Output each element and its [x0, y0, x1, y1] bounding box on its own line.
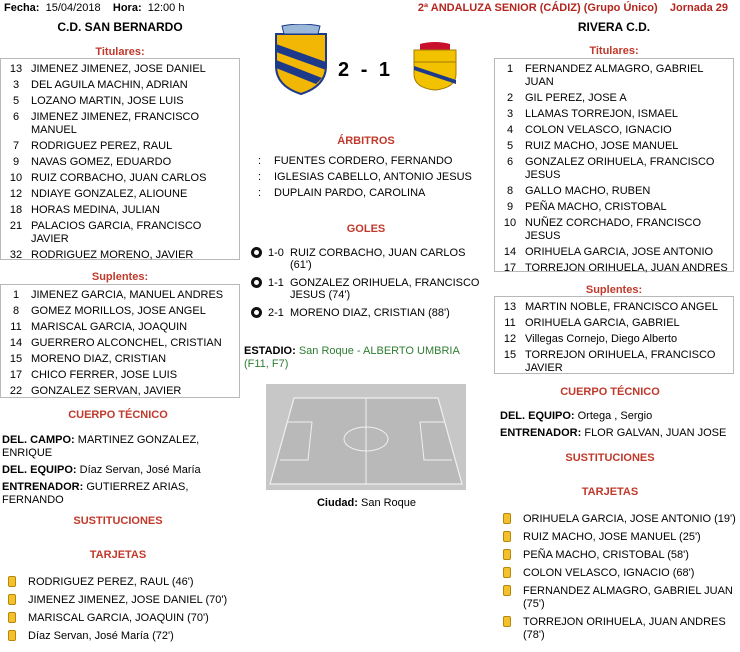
ciudad-label: Ciudad: [316, 497, 358, 509]
player-name[interactable]: FERNANDEZ ALMAGRO, GABRIEL JUAN [525, 63, 704, 88]
player-row[interactable] [495, 217, 733, 243]
away-suplentes-list [494, 296, 734, 374]
player-name[interactable]: JIMENEZ GARCIA, MANUEL ANDRES [31, 289, 224, 301]
player-number: 6 [506, 156, 514, 168]
card-row [8, 630, 240, 643]
player-name[interactable]: MORENO DIAZ, CRISTIAN [31, 353, 167, 365]
player-row[interactable] [1, 79, 239, 92]
yellow-card-icon [8, 612, 16, 623]
yellow-card-icon [503, 567, 511, 578]
player-number: 32 [9, 249, 23, 261]
player-row[interactable] [495, 333, 733, 346]
player-row[interactable] [1, 172, 239, 185]
player-name[interactable]: HORAS MEDINA, JULIAN [31, 204, 160, 216]
away-titulares-list [494, 58, 734, 272]
player-row[interactable] [1, 220, 239, 246]
player-number: 11 [504, 317, 516, 329]
card-text: RODRIGUEZ PEREZ, RAUL (46') [28, 576, 194, 588]
card-text: PEÑA MACHO, CRISTOBAL (58') [523, 549, 689, 561]
player-name[interactable]: RUIZ CORBACHO, JUAN CARLOS [31, 172, 207, 184]
player-row[interactable] [1, 385, 239, 398]
goal-row [251, 247, 486, 271]
player-number: 13 [9, 63, 23, 75]
player-row[interactable] [1, 140, 239, 153]
home-titulares-list [0, 58, 240, 260]
player-number: 7 [12, 140, 20, 152]
staff-name: FLOR GALVAN, JUAN JOSE [584, 427, 727, 439]
player-number: 3 [506, 108, 514, 120]
player-name[interactable]: LOZANO MARTIN, JOSE LUIS [31, 95, 184, 107]
soccer-ball-icon [251, 307, 262, 318]
card-row [8, 576, 240, 589]
home-titulares-title: Titulares: [95, 46, 145, 58]
player-row[interactable] [1, 111, 239, 137]
player-number: 12 [9, 188, 23, 200]
yellow-card-icon [8, 630, 16, 641]
player-row[interactable] [495, 124, 733, 137]
staff-role: DEL. CAMPO: [2, 434, 75, 446]
away-tarjetas-list [503, 513, 737, 647]
player-number: 14 [503, 246, 517, 258]
player-row[interactable] [495, 201, 733, 214]
estadio-line [244, 345, 484, 371]
home-crest-icon [272, 24, 330, 96]
home-suplentes-list [0, 284, 240, 398]
staff-role: ENTRENADOR: [2, 481, 84, 493]
player-name[interactable]: JIMENEZ JIMENEZ, FRANCISCO MANUEL [31, 111, 200, 136]
card-row [503, 585, 737, 611]
football-pitch-icon [266, 384, 466, 490]
player-number: 15 [9, 353, 23, 365]
player-number: 10 [9, 172, 23, 184]
home-staff [2, 434, 227, 511]
away-team-name[interactable]: RIVERA C.D. [577, 20, 651, 34]
fecha-value: 15/04/2018 [45, 2, 101, 14]
card-text: MARISCAL GARCIA, JOAQUIN (70') [28, 612, 209, 624]
player-name[interactable]: LLAMAS TORREJON, ISMAEL [525, 108, 679, 120]
away-titulares-title: Titulares: [589, 45, 639, 57]
staff-row [500, 410, 736, 423]
player-name[interactable]: GIL PEREZ, JOSE A [525, 92, 627, 104]
away-suplentes-title: Suplentes: [585, 284, 643, 296]
player-name[interactable]: Villegas Cornejo, Diego Alberto [525, 333, 678, 345]
player-row[interactable] [495, 92, 733, 105]
arbitro-separator: : [258, 155, 262, 167]
home-cuerpo-title: CUERPO TÉCNICO [68, 409, 168, 421]
player-row[interactable] [495, 349, 733, 375]
card-text: ORIHUELA GARCIA, JOSE ANTONIO (19') [523, 513, 736, 525]
goal-score: 2-1 [268, 307, 284, 319]
player-number: 17 [503, 262, 517, 274]
card-row [503, 549, 737, 562]
away-team-crest[interactable] [410, 40, 460, 92]
staff-name: Díaz Servan, José María [79, 464, 201, 476]
yellow-card-icon [503, 585, 511, 596]
staff-row [500, 427, 736, 440]
player-number: 3 [12, 79, 20, 91]
player-row[interactable] [1, 204, 239, 217]
ciudad-line [244, 497, 489, 509]
card-text: FERNANDEZ ALMAGRO, GABRIEL JUAN (75') [523, 585, 733, 610]
player-name[interactable]: GUERRERO ALCONCHEL, CRISTIAN [31, 337, 222, 349]
player-number: 18 [9, 204, 23, 216]
player-row[interactable] [1, 249, 239, 262]
player-number: 12 [503, 333, 517, 345]
goles-list [251, 247, 486, 325]
player-number: 5 [12, 95, 20, 107]
match-date-time [4, 2, 184, 14]
player-row[interactable] [495, 140, 733, 153]
player-number: 10 [503, 217, 517, 229]
yellow-card-icon [503, 616, 511, 627]
player-row[interactable] [495, 63, 733, 89]
player-row[interactable] [1, 156, 239, 169]
player-name[interactable]: GALLO MACHO, RUBEN [525, 185, 651, 197]
away-tarjetas-title: TARJETAS [581, 486, 639, 498]
staff-name: Ortega , Sergio [577, 410, 653, 422]
goal-scorer[interactable]: RUIZ CORBACHO, JUAN CARLOS (61') [290, 247, 466, 271]
player-row[interactable] [1, 188, 239, 201]
soccer-ball-icon [251, 247, 262, 258]
player-name[interactable]: ORIHUELA GARCIA, JOSE ANTONIO [525, 246, 714, 258]
player-number: 1 [12, 289, 20, 301]
score-separator: - [360, 59, 368, 81]
player-number: 8 [12, 305, 20, 317]
staff-role: DEL. EQUIPO: [2, 464, 77, 476]
player-number: 4 [506, 124, 514, 136]
player-number: 2 [506, 92, 514, 104]
home-team-name[interactable]: C.D. SAN BERNARDO [57, 20, 183, 34]
player-row[interactable] [495, 317, 733, 330]
player-row[interactable] [1, 95, 239, 108]
hora-value: 12:00 h [147, 2, 185, 14]
hora-label: Hora: [112, 2, 142, 14]
player-name[interactable]: JIMENEZ JIMENEZ, JOSE DANIEL [31, 63, 206, 75]
away-score: 1 [378, 59, 391, 81]
player-number: 13 [503, 301, 517, 313]
card-row [8, 594, 240, 607]
away-crest-icon [410, 40, 460, 92]
player-number: 22 [9, 385, 23, 397]
soccer-ball-icon [251, 277, 262, 288]
goal-score: 1-1 [268, 277, 284, 289]
arbitro-name: IGLESIAS CABELLO, ANTONIO JESUS [274, 171, 472, 183]
away-staff [500, 410, 736, 444]
player-name[interactable]: GONZALEZ SERVAN, JAVIER [31, 385, 182, 397]
staff-name: GUTIERREZ ARIAS, FERNANDO [2, 481, 189, 506]
card-row [503, 616, 737, 642]
player-name[interactable]: MARISCAL GARCIA, JOAQUIN [31, 321, 188, 333]
competition-name: 2ª ANDALUZA SENIOR (CÁDIZ) (Grupo Único) [417, 2, 658, 14]
player-row[interactable] [1, 289, 239, 302]
player-number: 1 [506, 63, 514, 75]
player-number: 21 [9, 220, 23, 232]
staff-row [2, 434, 227, 460]
card-row [8, 612, 240, 625]
player-name[interactable]: NDIAYE GONZALEZ, ALIOUNE [31, 188, 188, 200]
fecha-label: Fecha: [4, 2, 40, 14]
home-sustituciones-title: SUSTITUCIONES [73, 515, 163, 527]
home-tarjetas-title: TARJETAS [89, 549, 147, 561]
card-text: Díaz Servan, José María (72') [28, 630, 174, 642]
yellow-card-icon [503, 531, 511, 542]
player-row[interactable] [1, 321, 239, 334]
goal-scorer[interactable]: MORENO DIAZ, CRISTIAN (88') [290, 307, 450, 319]
home-suplentes-title: Suplentes: [91, 271, 149, 283]
player-name[interactable]: PEÑA MACHO, CRISTOBAL [525, 201, 667, 213]
goal-score: 1-0 [268, 247, 284, 259]
card-row [503, 513, 737, 526]
player-name[interactable]: MARTIN NOBLE, FRANCISCO ANGEL [525, 301, 718, 313]
goles-title: GOLES [346, 223, 386, 235]
player-row[interactable] [1, 305, 239, 318]
goal-scorer[interactable]: GONZALEZ ORIHUELA, FRANCISCO JESUS (74') [290, 277, 480, 301]
player-name[interactable]: CHICO FERRER, JOSE LUIS [31, 369, 178, 381]
player-name[interactable]: RUIZ MACHO, JOSE MANUEL [525, 140, 679, 152]
arbitro-name: FUENTES CORDERO, FERNANDO [274, 155, 453, 167]
staff-role: DEL. EQUIPO: [500, 410, 575, 422]
home-score: 2 [338, 59, 350, 81]
player-number: 5 [506, 140, 514, 152]
player-number: 17 [9, 369, 23, 381]
staff-name: MARTINEZ GONZALEZ, ENRIQUE [2, 434, 200, 459]
card-text: JIMENEZ JIMENEZ, JOSE DANIEL (70') [28, 594, 228, 606]
arbitro-separator: : [258, 187, 262, 199]
player-name[interactable]: PALACIOS GARCIA, FRANCISCO JAVIER [31, 220, 202, 245]
scoreboard [338, 59, 390, 82]
player-name[interactable]: DEL AGUILA MACHIN, ADRIAN [31, 79, 188, 91]
ciudad-value: San Roque [360, 497, 417, 509]
arbitro-row [258, 187, 488, 200]
player-number: 15 [503, 349, 517, 361]
estadio-label: ESTADIO: [244, 345, 296, 357]
player-number: 6 [12, 111, 20, 123]
arbitro-separator: : [258, 171, 262, 183]
away-sustituciones-title: SUSTITUCIONES [565, 452, 655, 464]
player-name[interactable]: RODRIGUEZ MORENO, JAVIER [31, 249, 194, 261]
staff-row [2, 481, 227, 507]
card-row [503, 531, 737, 544]
staff-row [2, 464, 227, 477]
card-text: RUIZ MACHO, JOSE MANUEL (25') [523, 531, 701, 543]
away-cuerpo-title: CUERPO TÉCNICO [560, 386, 660, 398]
player-number: 8 [506, 185, 514, 197]
player-row[interactable] [1, 63, 239, 76]
competition-header [418, 2, 728, 14]
yellow-card-icon [503, 513, 511, 524]
arbitros-list [258, 155, 488, 203]
player-number: 14 [9, 337, 23, 349]
card-row [503, 567, 737, 580]
yellow-card-icon [503, 549, 511, 560]
player-row[interactable] [1, 337, 239, 350]
player-row[interactable] [495, 301, 733, 314]
home-team-crest[interactable] [272, 24, 330, 96]
player-row[interactable] [495, 156, 733, 182]
estadio-value[interactable]: San Roque - ALBERTO UMBRIA (F11, F7) [244, 345, 460, 370]
player-name[interactable]: COLON VELASCO, IGNACIO [525, 124, 672, 136]
player-row[interactable] [495, 246, 733, 259]
player-row[interactable] [495, 108, 733, 121]
player-name[interactable]: GOMEZ MORILLOS, JOSE ANGEL [31, 305, 206, 317]
player-name[interactable]: NAVAS GOMEZ, EDUARDO [31, 156, 172, 168]
player-number: 11 [10, 321, 22, 333]
player-row[interactable] [495, 262, 733, 275]
player-number: 9 [12, 156, 20, 168]
player-name[interactable]: TORREJON ORIHUELA, JUAN ANDRES [525, 262, 728, 274]
arbitro-row [258, 155, 488, 168]
card-text: TORREJON ORIHUELA, JUAN ANDRES (78') [523, 616, 726, 641]
player-number: 9 [506, 201, 514, 213]
player-name[interactable]: NUÑEZ CORCHADO, FRANCISCO JESUS [525, 217, 702, 242]
stadium-image [266, 384, 466, 490]
staff-role: ENTRENADOR: [500, 427, 582, 439]
player-name[interactable]: GONZALEZ ORIHUELA, FRANCISCO JESUS [525, 156, 715, 181]
player-row[interactable] [1, 369, 239, 382]
arbitro-name: DUPLAIN PARDO, CAROLINA [274, 187, 426, 199]
home-tarjetas-list [8, 576, 240, 648]
yellow-card-icon [8, 576, 16, 587]
arbitros-title: ÁRBITROS [337, 135, 395, 147]
player-name[interactable]: RODRIGUEZ PEREZ, RAUL [31, 140, 173, 152]
player-name[interactable]: TORREJON ORIHUELA, FRANCISCO JAVIER [525, 349, 716, 374]
goal-row [251, 307, 486, 319]
player-row[interactable] [495, 185, 733, 198]
jornada: Jornada 29 [669, 2, 728, 14]
player-row[interactable] [1, 353, 239, 366]
player-name[interactable]: ORIHUELA GARCIA, GABRIEL [525, 317, 680, 329]
card-text: COLON VELASCO, IGNACIO (68') [523, 567, 695, 579]
yellow-card-icon [8, 594, 16, 605]
arbitro-row [258, 171, 488, 184]
goal-row [251, 277, 486, 301]
